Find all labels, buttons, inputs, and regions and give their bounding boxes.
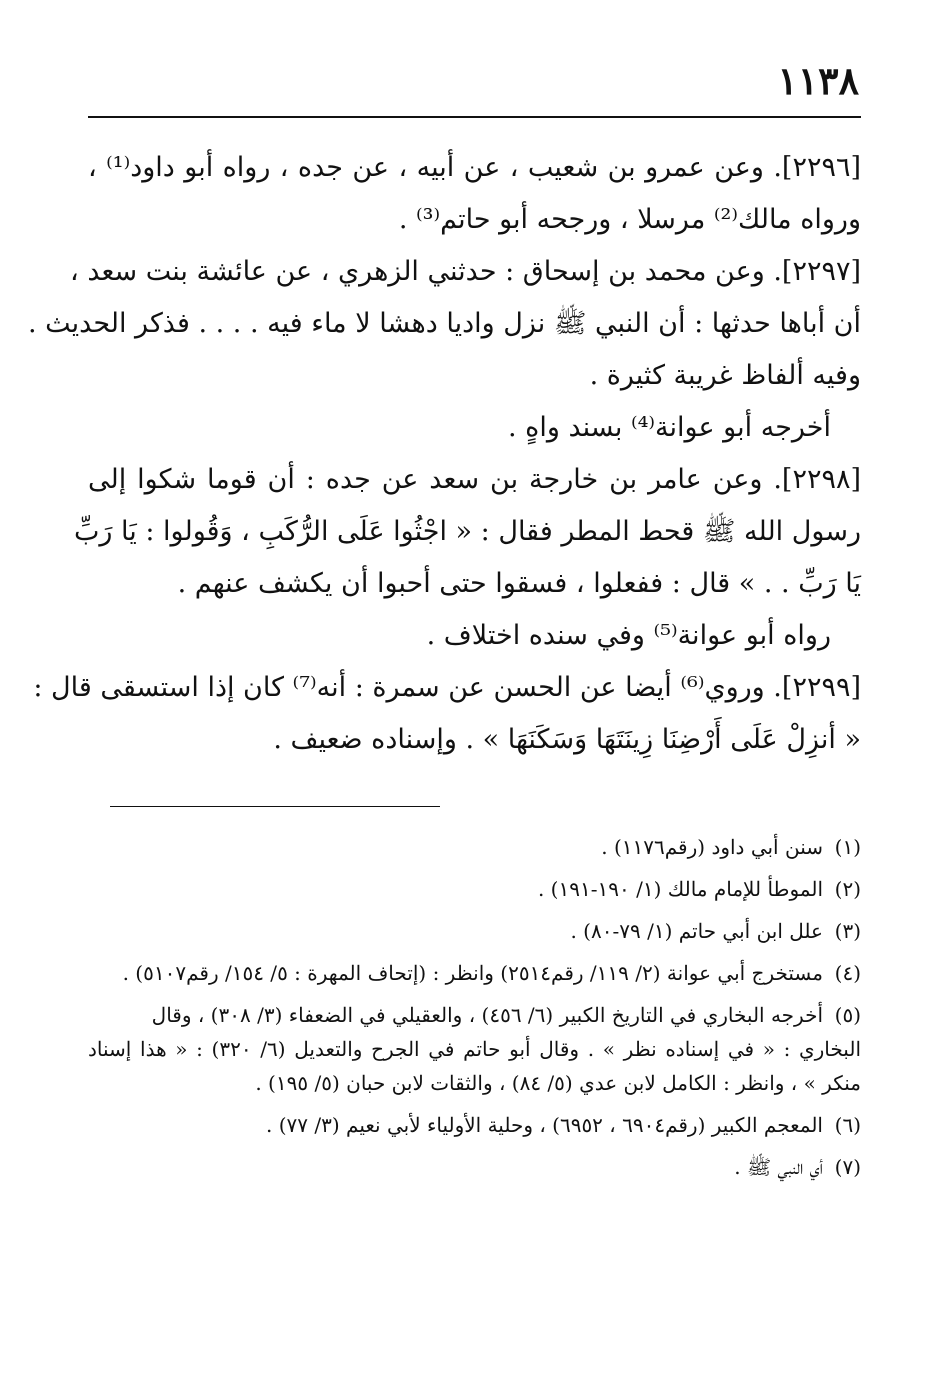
hadith-2297-line-3: وفيه ألفاظ غريبة كثيرة .: [589, 360, 861, 391]
footnote-5-continuation-2: منكر » ، وانظر : الكامل لابن عدي (٥/ ٨٤) ، والثقات لابن حبان (٥/ ١٩٥) .: [255, 1071, 861, 1095]
footnote-text: سنن أبي داود (رقم١١٧٦) .: [601, 835, 823, 859]
footnote-number: (١): [834, 835, 861, 859]
hadith-2298-line-1: [٢٢٩٨]. وعن عامر بن خارجة بن سعد عن جده : أن قوما شكوا إلى: [88, 464, 861, 495]
footnote-text: المعجم الكبير (رقم٦٩٠٤ ، ٦٩٥٢) ، وحلية الأولياء لأبي نعيم (٣/ ٧٧) .: [266, 1113, 823, 1137]
footnote-6: [88, 1108, 861, 1142]
footnotes: [88, 830, 861, 1184]
page-number: ١١٣٨: [777, 58, 859, 103]
footnote-1: [88, 830, 861, 864]
hadith-2299-line-1: [٢٢٩٩]. وروي⁽⁶⁾ أيضا عن الحسن عن سمرة : أنه⁽⁷⁾ كان إذا استسقى قال :: [33, 672, 861, 703]
header-rule: [88, 116, 861, 118]
footnote-number: (٥): [834, 1003, 861, 1027]
footnote-separator: [110, 806, 440, 807]
hadith-2298-line-2: رسول الله ﷺ قحط المطر فقال : « اجْثُوا عَلَى الرُّكَبِ ، وَقُولوا : يَا رَبِّ: [73, 516, 861, 547]
footnote-4: [88, 956, 861, 990]
footnote-number: (٣): [834, 919, 861, 943]
hadith-2297-line-2: أن أباها حدثها : أن النبي ﷺ نزل واديا دهشا لا ماء فيه . . . . فذكر الحديث .: [27, 308, 861, 339]
footnote-number: (٢): [834, 877, 861, 901]
hadith-2299-line-2: « أنزِلْ عَلَى أَرْضِنَا زِينَتَهَا وَسَكَنَهَا » . وإسناده ضعيف .: [273, 724, 861, 755]
hadith-2298-line-3: يَا رَبِّ . . » قال : ففعلوا ، فسقوا حتى أحبوا أن يكشف عنهم .: [177, 568, 861, 599]
footnote-number: (٧): [834, 1155, 861, 1179]
hadith-2296-line-1: [٢٢٩٦]. وعن عمرو بن شعيب ، عن أبيه ، عن جده ، رواه أبو داود⁽¹⁾ ،: [88, 152, 862, 183]
footnote-text: أخرجه البخاري في التاريخ الكبير (٦/ ٤٥٦) ، والعقيلي في الضعفاء (٣/ ٣٠٨) ، وقال: [151, 1003, 823, 1027]
footnote-text: أي النبي ﷺ .: [734, 1155, 823, 1179]
hadith-2297-takhrij: أخرجه أبو عوانة⁽⁴⁾ بسند واهٍ .: [508, 412, 831, 443]
hadith-2297-line-1: [٢٢٩٧]. وعن محمد بن إسحاق : حدثني الزهري ، عن عائشة بنت سعد ،: [70, 256, 861, 287]
footnote-number: (٤): [834, 961, 861, 985]
main-text: [27, 142, 862, 766]
footnote-text: مستخرج أبي عوانة (٢/ ١١٩/ رقم٢٥١٤) وانظر : (إتحاف المهرة : ٥/ ١٥٤/ رقم٥١٠٧) .: [122, 961, 823, 985]
footnote-5: [88, 998, 861, 1032]
footnote-5-continuation-1: البخاري : « في إسناده نظر » . وقال أبو حاتم في الجرح والتعديل (٦/ ٣٢٠) : « هذا إسناد: [88, 1037, 861, 1061]
footnote-7: [88, 1150, 861, 1184]
footnote-text: علل ابن أبي حاتم (١/ ٧٩-٨٠) .: [570, 919, 823, 943]
footnote-text: الموطأ للإمام مالك (١/ ١٩٠-١٩١) .: [537, 877, 823, 901]
hadith-2296-line-2: ورواه مالك⁽²⁾ مرسلا ، ورجحه أبو حاتم⁽³⁾ .: [398, 204, 861, 235]
footnote-2: [88, 872, 861, 906]
footnote-number: (٦): [834, 1113, 861, 1137]
hadith-2298-takhrij: رواه أبو عوانة⁽⁵⁾ وفي سنده اختلاف .: [426, 620, 831, 651]
footnote-3: [88, 914, 861, 948]
